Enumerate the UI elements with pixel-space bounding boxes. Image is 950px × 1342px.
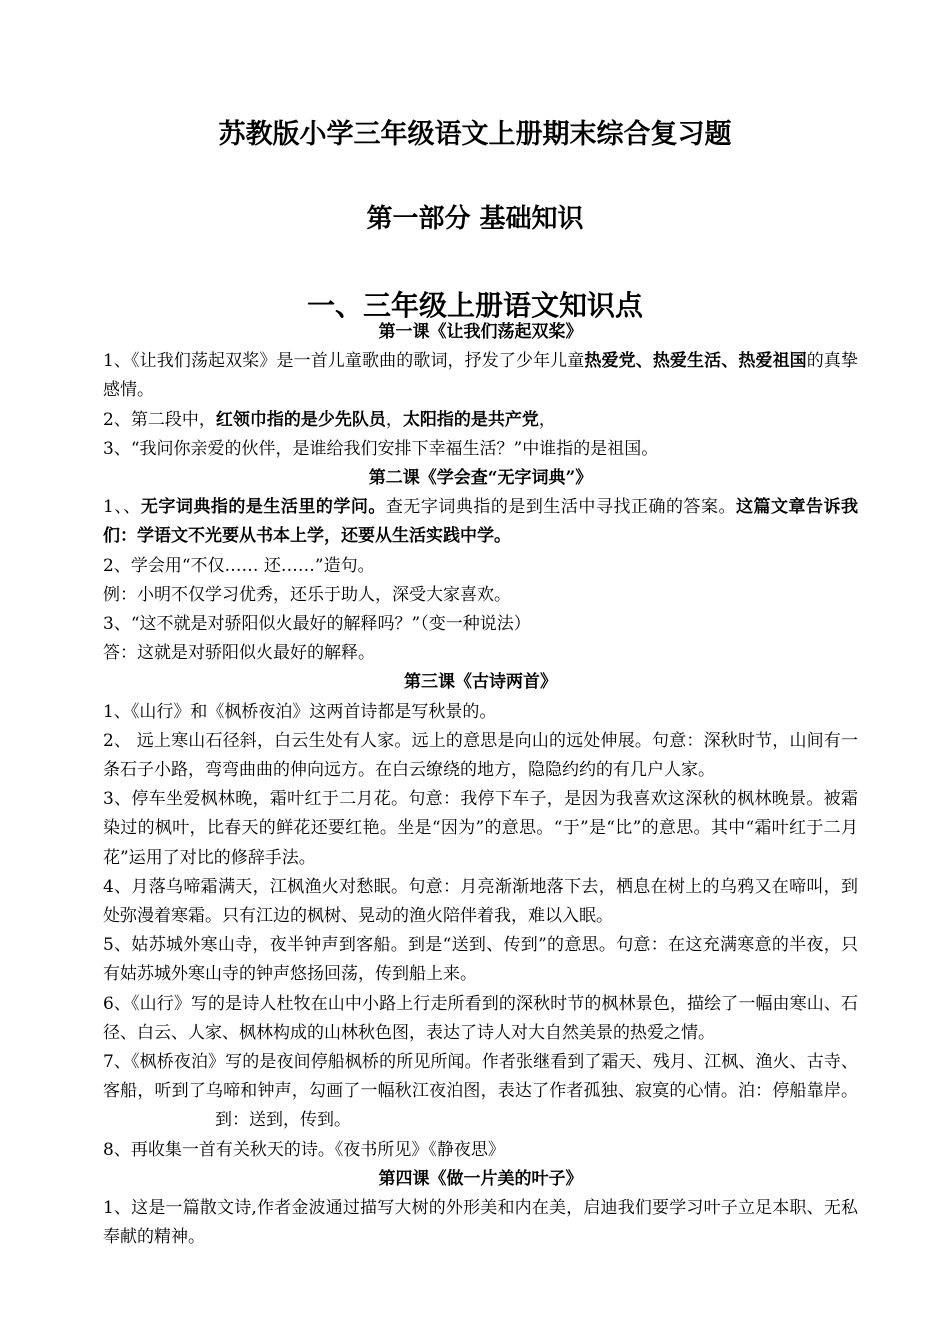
lesson-2-paragraph-3: 3、“这不就是对骄阳似火最好的解释吗？”（变一种说法）: [103, 614, 531, 635]
lesson-2-example: 例：小明不仅学习优秀，还乐于助人，深受大家喜欢。: [103, 584, 511, 605]
emphasis-text: 这篇文章告诉我们：学语文不光要从书本上学，还要从生活实践中学。: [103, 497, 859, 547]
lesson-3-paragraph-6: 6、《山行》写的是诗人杜牧在山中小路上行走所看到的深秋时节的枫林景色，描绘了一幅由寒山、石径、白云、人家、枫林构成的山林秋色图，表达了诗人对大自然美景的热爱之情。: [103, 993, 858, 1043]
lesson-3-paragraph-3: 3、停车坐爱枫林晚，霜叶红于二月花。句意：我停下车子，是因为我喜欢这深秋的枫林晚景。被霜染过的枫叶，比春天的鲜花还要红艳。坐是“因为”的意思。“于”是“比”的意思。其中“霜叶红于二月花”运用了对比的修辞手法。: [103, 789, 858, 868]
part-title: 第一部分 基础知识: [366, 204, 584, 234]
text-span: 1、、: [103, 497, 141, 518]
text-span: 的真挚感情。: [103, 351, 859, 401]
lesson-2-paragraph-2: 2、学会用“不仅…… 还……”造句。: [103, 555, 375, 576]
lesson-1-paragraph-2: [103, 406, 858, 435]
lesson-2-paragraph-1: [103, 493, 858, 551]
lesson-3-title: 第三课《古诗两首》: [404, 672, 557, 693]
text-span: ，: [385, 409, 403, 430]
lesson-3-paragraph-4: 4、月落乌啼霜满天，江枫渔火对愁眠。句意：月亮渐渐地落下去，栖息在树上的乌鸦又在啼叫，到处弥漫着寒霜。只有江边的枫树、晃动的渔火陪伴着我，难以入眠。: [103, 876, 858, 927]
emphasis-text: 热爱党、热爱生活、热爱祖国: [584, 351, 807, 372]
text-span: ，: [538, 409, 556, 430]
text-span: 查无字词典指的是到生活中寻找正确的答案。: [385, 497, 736, 518]
text-span: 到：送到，传到。: [215, 1110, 351, 1131]
text-span: 2、第二段中，: [103, 409, 216, 430]
lesson-3-paragraph-5: 5、姑苏城外寒山寺，夜半钟声到客船。到是“送到、传到”的意思。句意：在这充满寒意的半夜，只有姑苏城外寒山寺的钟声悠扬回荡，传到船上来。: [103, 935, 858, 985]
lesson-3-paragraph-7: [103, 1048, 858, 1136]
lesson-2-title: 第二课《学会查“无字词典”》: [368, 468, 593, 489]
lesson-4-paragraph-1: 1、这是一篇散文诗,作者金波通过描写大树的外形美和内在美，启迪我们要学习叶子立足本职、无私奉献的精神。: [103, 1198, 858, 1248]
lesson-1-title: 第一课《让我们荡起双桨》: [378, 322, 583, 342]
lesson-4-title: 第四课《做一片美的叶子》: [378, 1168, 583, 1189]
emphasis-text: 无字词典指的是生活里的学问。: [140, 497, 386, 518]
emphasis-text: 太阳指的是共产党: [402, 409, 539, 430]
lesson-2-answer: 答：这就是对骄阳似火最好的解释。: [103, 643, 375, 664]
lesson-3-paragraph-8: 8、再收集一首有关秋天的诗。《夜书所见》《静夜思》: [103, 1139, 505, 1160]
section-title: 一、三年级上册语文知识点: [306, 289, 643, 322]
text-span: 1、《让我们荡起双桨》是一首儿童歌曲的歌词，抒发了少年儿童: [103, 351, 585, 372]
text-span: 7、《枫桥夜泊》写的是夜间停船枫桥的所见所闻。作者张继看到了霜天、残月、江枫、渔火、古寺、客船，听到了乌啼和钟声，勾画了一幅秋江夜泊图，表达了作者孤独、寂寞的心情。泊：停船靠岸。: [103, 1052, 858, 1102]
emphasis-text: 红领巾指的是少先队员: [215, 409, 386, 430]
lesson-3-paragraph-1: 1、《山行》和《枫桥夜泊》这两首诗都是写秋景的。: [103, 701, 497, 722]
lesson-3-paragraph-2: 2、 远上寒山石径斜，白云生处有人家。远上的意思是向山的远处伸展。句意：深秋时节，山间有一条石子小路，弯弯曲曲的伸向远方。在白云缭绕的地方，隐隐约约的有几户人家。: [103, 730, 858, 781]
document-body: [103, 318, 858, 1253]
lesson-1-paragraph-1: [103, 347, 858, 405]
lesson-1-paragraph-3: 3、“我问你亲爱的伙伴，是谁给我们安排下幸福生活？”中谁指的是祖国。: [103, 438, 659, 459]
document-title: 苏教版小学三年级语文上册期末综合复习题: [218, 119, 732, 150]
